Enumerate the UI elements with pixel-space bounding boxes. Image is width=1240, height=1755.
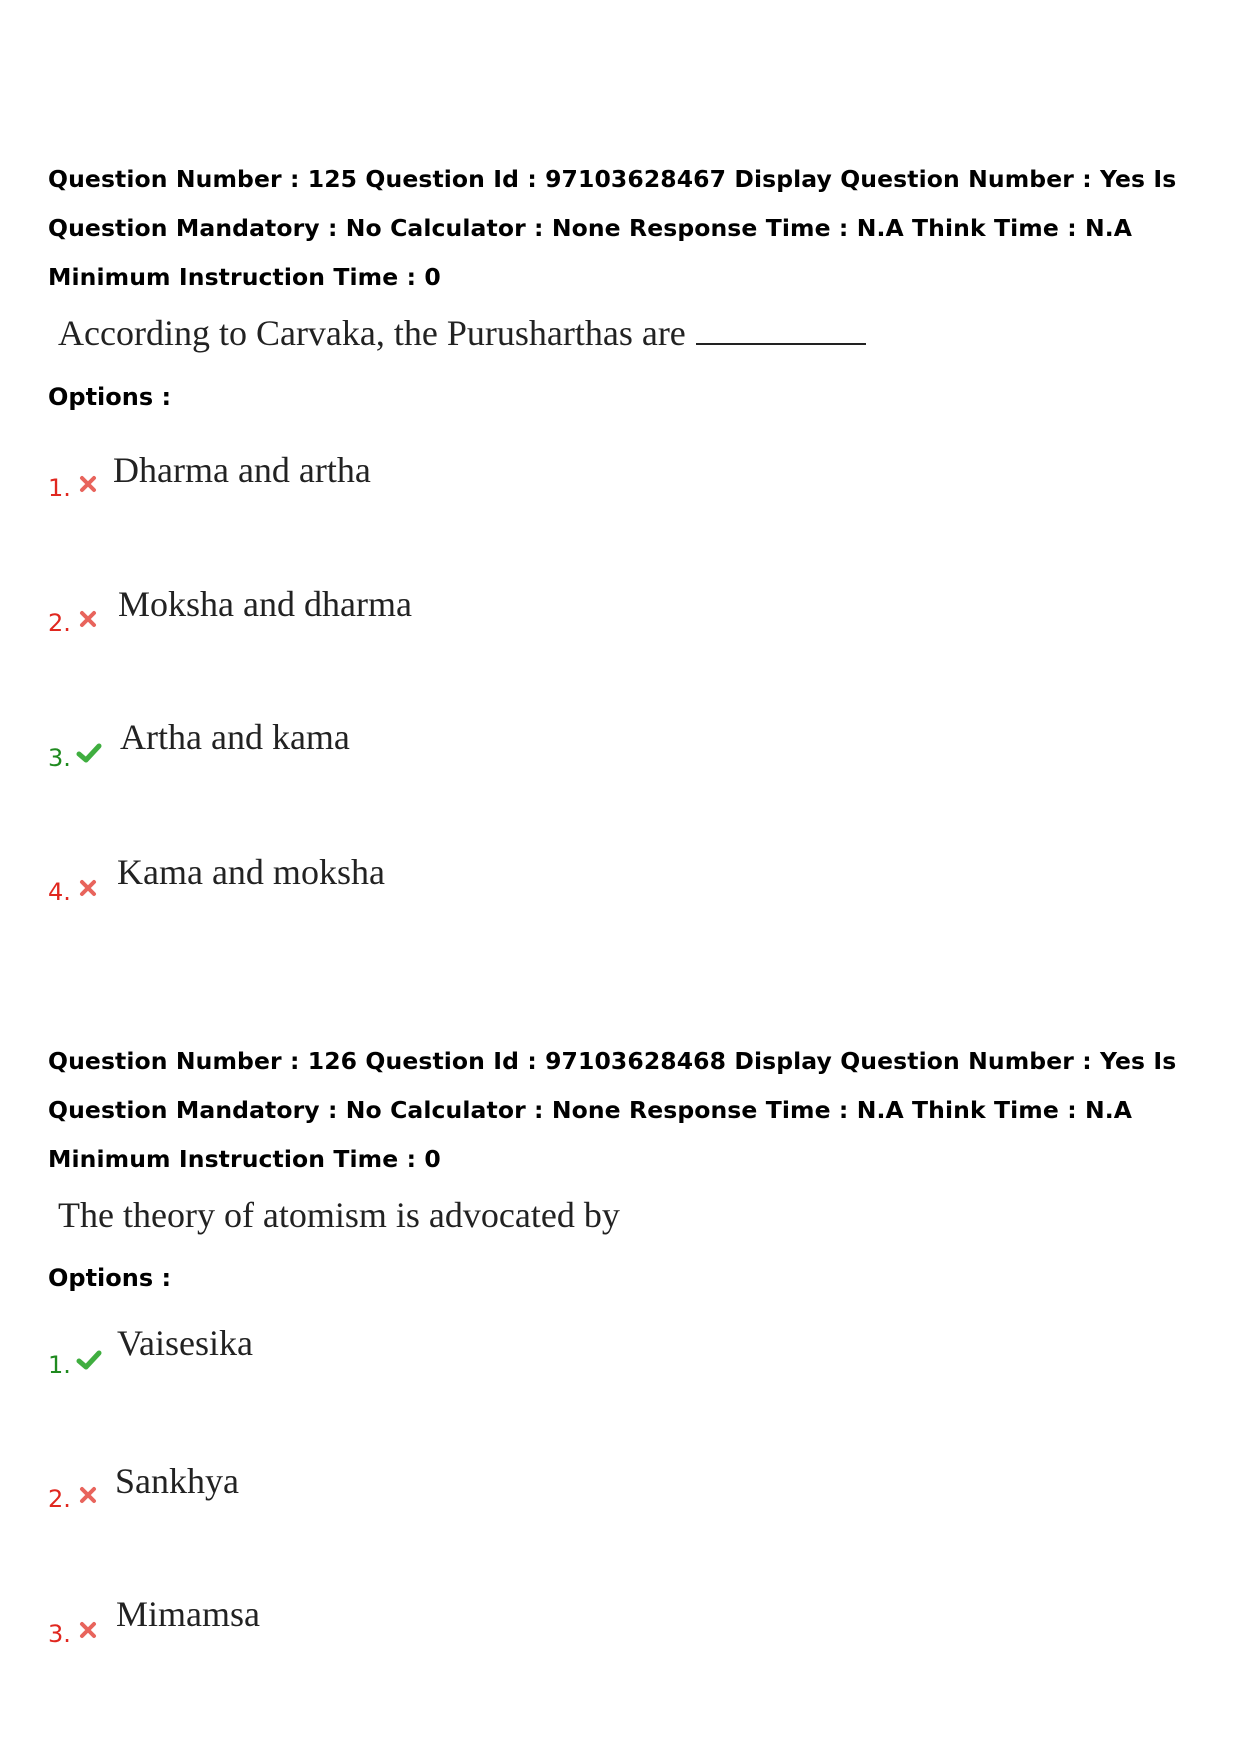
option-number: 2. xyxy=(48,609,71,637)
option-number: 2. xyxy=(48,1485,71,1513)
options-label: Options : xyxy=(48,383,172,411)
options-label: Options : xyxy=(48,1264,172,1292)
option-number: 3. xyxy=(48,744,71,772)
check-icon xyxy=(76,1348,102,1372)
cross-icon xyxy=(77,473,99,495)
option-text: Vaisesika xyxy=(117,1323,253,1363)
option-text: Moksha and dharma xyxy=(118,584,412,624)
option-text: Kama and moksha xyxy=(117,852,385,892)
option-text: Sankhya xyxy=(115,1461,239,1501)
cross-icon xyxy=(77,1484,99,1506)
answer-blank xyxy=(696,342,866,345)
option-text: Mimamsa xyxy=(116,1594,260,1634)
option-text: Dharma and artha xyxy=(113,450,371,490)
question-stem-text: According to Carvaka, the Purusharthas are xyxy=(58,313,686,353)
option-number: 4. xyxy=(48,878,71,906)
question-stem: The theory of atomism is advocated by xyxy=(58,1195,620,1235)
question-stem xyxy=(58,312,866,354)
option-number: 1. xyxy=(48,1351,71,1379)
option-number: 3. xyxy=(48,1620,71,1648)
question-header: Question Number : 126 Question Id : 97103628468 Display Question Number : Yes Is Question Mandatory : No Calculator : None Response Time : N.A Think Time : N.A Minimum Instruction Time : 0 xyxy=(48,1047,1177,1173)
cross-icon xyxy=(77,1619,99,1641)
option-number: 1. xyxy=(48,474,71,502)
question-header: Question Number : 125 Question Id : 97103628467 Display Question Number : Yes Is Question Mandatory : No Calculator : None Response Time : N.A Think Time : N.A Minimum Instruction Time : 0 xyxy=(48,165,1177,291)
cross-icon xyxy=(77,608,99,630)
cross-icon xyxy=(77,877,99,899)
check-icon xyxy=(76,741,102,765)
option-text: Artha and kama xyxy=(120,717,350,757)
